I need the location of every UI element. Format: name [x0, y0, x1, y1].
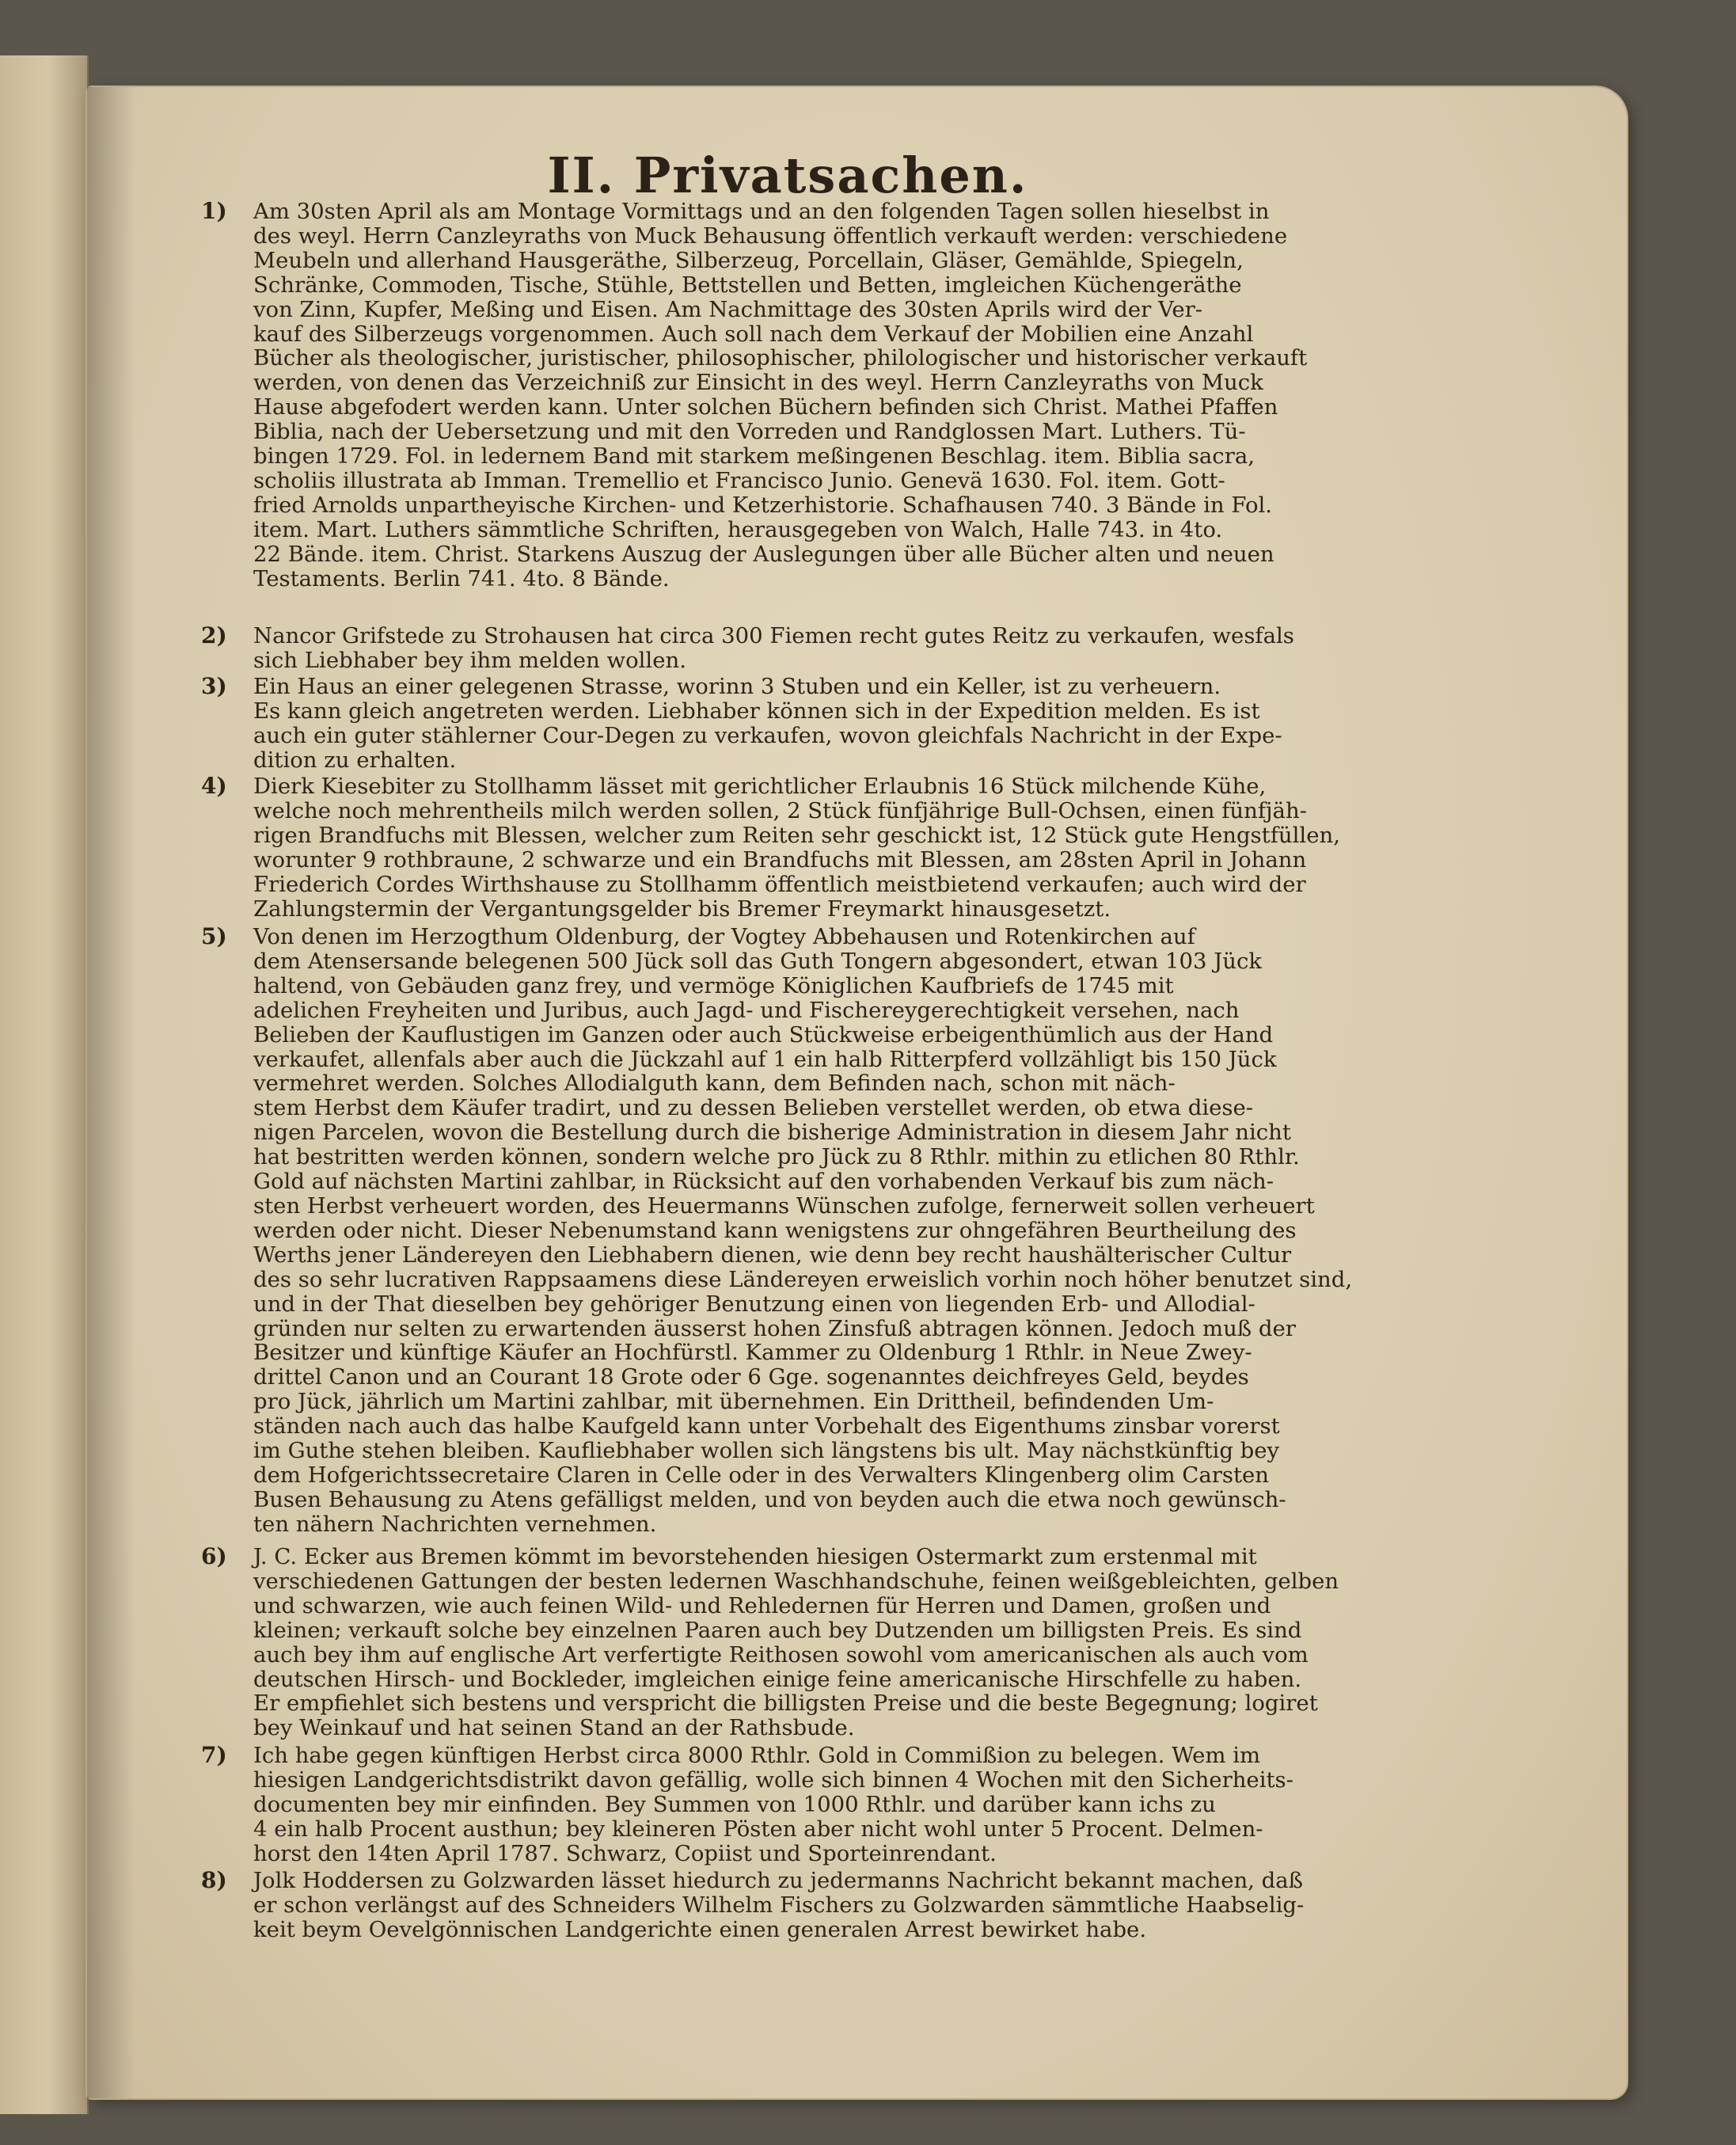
text-line: sich Liebhaber bey ihm melden wollen.: [253, 647, 686, 673]
text-line: 4 ein halb Procent austhun; bey kleineren Pösten aber nicht wohl unter 5 Procent. Delmen-: [253, 1816, 1263, 1842]
text-line: Busen Behausung zu Atens gefälligst melden, und von beyden auch die etwa noch gewünsch-: [253, 1486, 1286, 1512]
text-line: des weyl. Herrn Canzleyraths von Muck Behausung öffentlich verkauft werden: verschiedene: [253, 222, 1288, 249]
text-line: Gold auf nächsten Martini zahlbar, in Rücksicht auf den vorhabenden Verkauf bis zum näch-: [253, 1169, 1274, 1195]
text-line: hiesigen Landgerichtsdistrikt davon gefällig, wolle sich binnen 4 Wochen mit den Sicherheits-: [253, 1767, 1293, 1793]
text-line: dem Atensersande belegenen 500 Jück soll das Guth Tongern abgesondert, etwan 103 Jück: [253, 948, 1263, 974]
text-line: werden oder nicht. Dieser Nebenumstand kann wenigstens zur ohngefähren Beurtheilung des: [253, 1217, 1297, 1243]
notice-number: 3): [201, 673, 227, 699]
notice-8: [201, 1867, 1393, 1942]
text-line: Hause abgefodert werden kann. Unter solchen Büchern befinden sich Christ. Mathei Pfaffen: [253, 394, 1278, 420]
text-line: auch bey ihm auf englische Art verfertigte Reithosen sowohl vom americanischen als auch vom: [253, 1641, 1309, 1668]
text-line: von Zinn, Kupfer, Meßing und Eisen. Am Nachmittage des 30sten Aprils wird der Ver-: [253, 296, 1203, 322]
text-line: nigen Parcelen, wovon die Bestellung durch die bisherige Administration in diesem Jahr nicht: [253, 1120, 1291, 1146]
text-line: welche noch mehrentheils milch werden sollen, 2 Stück fünfjährige Bull-Ochsen, einen fünfjäh-: [253, 797, 1307, 823]
notice-number: 6): [201, 1543, 227, 1569]
text-line: horst den 14ten April 1787. Schwarz, Copiist und Sporteinrendant.: [253, 1840, 997, 1866]
text-line: keit beym Oevelgönnischen Landgerichte einen generalen Arrest bewirket habe.: [253, 1916, 1147, 1942]
text-line: ten nähern Nachrichten vernehmen.: [253, 1511, 657, 1537]
text-line: ständen nach auch das halbe Kaufgeld kann unter Vorbehalt des Eigenthums zinsbar vorerst: [253, 1413, 1280, 1440]
notice-number: 7): [201, 1742, 227, 1768]
section-heading: II. Privatsachen.: [547, 146, 1028, 204]
notice-number: 8): [201, 1867, 227, 1893]
text-line: gründen nur selten zu erwartenden äusserst hohen Zinsfuß abtragen können. Jedoch muß der: [253, 1315, 1296, 1341]
text-line: J. C. Ecker aus Bremen kömmt im bevorstehenden hiesigen Ostermarkt zum erstenmal mit: [253, 1544, 1257, 1569]
notice-number: 2): [201, 622, 227, 648]
text-line: Besitzer und künftige Käufer an Hochfürstl. Kammer zu Oldenburg 1 Rthlr. in Neue Zwey-: [253, 1340, 1252, 1366]
notice-4: [201, 773, 1393, 922]
text-line: Dierk Kiesebiter zu Stollhamm lässet mit gerichtlicher Erlaubnis 16 Stück milchende Kühe,: [253, 774, 1267, 799]
text-line: 22 Bände. item. Christ. Starkens Auszug der Auslegungen über alle Bücher alten und neuen: [253, 541, 1274, 567]
notice-number: 4): [201, 773, 227, 799]
text-line: bey Weinkauf und hat seinen Stand an der Rathsbude.: [253, 1715, 855, 1741]
text-line: deutschen Hirsch- und Bockleder, imgleichen einige feine americanische Hirschfelle zu haben.: [253, 1666, 1302, 1692]
text-line: dition zu erhalten.: [253, 747, 457, 773]
text-line: Schränke, Commoden, Tische, Stühle, Bettstellen und Betten, imgleichen Küchengeräthe: [253, 272, 1242, 298]
text-line: hat bestritten werden können, sondern welche pro Jück zu 8 Rthlr. mithin zu etlichen 80 Rthlr.: [253, 1144, 1300, 1170]
text-line: Werths jener Ländereyen den Liebhabern dienen, wie denn bey recht haushälterischer Cultur: [253, 1242, 1292, 1268]
text-line: fried Arnolds unpartheyische Kirchen- und Ketzerhistorie. Schafhausen 740. 3 Bände in Fol.: [253, 492, 1273, 518]
text-line: und schwarzen, wie auch feinen Wild- und Rehledernen für Herren und Damen, großen und: [253, 1592, 1271, 1618]
text-line: adelichen Freyheiten und Juribus, auch Jagd- und Fischereygerechtigkeit versehen, nach: [253, 997, 1240, 1023]
text-line: werden, von denen das Verzeichniß zur Einsicht in des weyl. Herrn Canzleyraths von Muck: [253, 370, 1263, 396]
text-line: bingen 1729. Fol. in ledernem Band mit starkem meßingenen Beschlag. item. Biblia sacra,: [253, 443, 1255, 470]
text-line: item. Mart. Luthers sämmtliche Schriften, herausgegeben von Walch, Halle 743. in 4to.: [253, 516, 1223, 542]
text-line: haltend, von Gebäuden ganz frey, und vermöge Königlichen Kaufbriefs de 1745 mit: [253, 972, 1174, 998]
text-line: scholiis illustrata ab Imman. Tremellio et Francisco Junio. Genevä 1630. Fol. item. Gott-: [253, 467, 1225, 493]
text-line: Meubeln und allerhand Hausgeräthe, Silberzeug, Porcellain, Gläser, Gemählde, Spiegeln,: [253, 247, 1244, 273]
text-line: kleinen; verkauft solche bey einzelnen Paaren auch bey Dutzenden um billigsten Preis. Es sind: [253, 1617, 1302, 1643]
text-line: Biblia, nach der Uebersetzung und mit den Vorreden und Randglossen Mart. Luthers. Tü-: [253, 419, 1246, 445]
text-line: Ein Haus an einer gelegenen Strasse, worinn 3 Stuben und ein Keller, ist zu verheuern.: [253, 674, 1221, 699]
text-line: Nancor Grifstede zu Strohausen hat circa 300 Fiemen recht gutes Reitz zu verkaufen, wesfals: [253, 623, 1294, 648]
text-line: Von denen im Herzogthum Oldenburg, der Vogtey Abbehausen und Rotenkirchen auf: [253, 924, 1195, 949]
text-line: Ich habe gegen künftigen Herbst circa 8000 Rthlr. Gold in Commißion zu belegen. Wem im: [253, 1743, 1261, 1768]
text-line: rigen Brandfuchs mit Blessen, welcher zum Reiten sehr geschickt ist, 12 Stück gute Hengstfüllen,: [253, 822, 1340, 848]
text-line: documenten bey mir einfinden. Bey Summen von 1000 Rthlr. und darüber kann ichs zu: [253, 1791, 1216, 1817]
text-line: Friederich Cordes Wirthshause zu Stollhamm öffentlich meistbietend verkaufen; auch wird der: [253, 871, 1306, 897]
notice-1: [201, 198, 1393, 591]
text-line: Es kann gleich angetreten werden. Liebhaber können sich in der Expedition melden. Es ist: [253, 698, 1260, 724]
text-line: Er empfiehlet sich bestens und verspricht die billigsten Preise und die beste Begegnung; logiret: [253, 1691, 1318, 1717]
text-line: Am 30sten April als am Montage Vormittags und an den folgenden Tagen sollen hieselbst in: [253, 199, 1270, 224]
text-line: Bücher als theologischer, juristischer, philosophischer, philologischer und historischer verkauft: [253, 345, 1308, 371]
text-line: Belieben der Kauflustigen im Ganzen oder auch Stückweise erbeigenthümlich aus der Hand: [253, 1021, 1274, 1048]
notice-5: [201, 923, 1393, 1537]
text-line: Testaments. Berlin 741. 4to. 8 Bände.: [253, 565, 670, 591]
text-line: Jolk Hoddersen zu Golzwarden lässet hiedurch zu jedermanns Nachricht bekannt machen, daß: [253, 1868, 1304, 1893]
notice-7: [201, 1742, 1393, 1866]
notice-3: [201, 673, 1393, 773]
text-line: auch ein guter stählerner Cour-Degen zu verkaufen, wovon gleichfals Nachricht in der Expe-: [253, 722, 1282, 748]
text-line: sten Herbst verheuert worden, des Heuermanns Wünschen zufolge, fernerweit sollen verheuert: [253, 1192, 1315, 1219]
text-line: und in der That dieselben bey gehöriger Benutzung einen von liegenden Erb- und Allodial-: [253, 1291, 1255, 1317]
text-line: verkaufet, allenfals aber auch die Jückzahl auf 1 ein halb Ritterpferd vollzähligt bis 150 Jück: [253, 1046, 1277, 1072]
text-line: Zahlungstermin der Vergantungsgelder bis Bremer Freymarkt hinausgesetzt.: [253, 896, 1111, 922]
text-line: pro Jück, jährlich um Martini zahlbar, mit übernehmen. Ein Drittheil, befindenden Um-: [253, 1389, 1214, 1415]
notice-number: 5): [201, 923, 227, 949]
notice-number: 1): [201, 198, 227, 224]
notice-2: [201, 622, 1393, 673]
text-line: drittel Canon und an Courant 18 Grote oder 6 Gge. sogenanntes deichfreyes Geld, beydes: [253, 1364, 1249, 1390]
text-line: worunter 9 rothbraune, 2 schwarze und ein Brandfuchs mit Blessen, am 28sten April in Johann: [253, 846, 1307, 873]
text-line: stem Herbst dem Käufer tradirt, und zu dessen Belieben verstellet werden, ob etwa diese-: [253, 1095, 1254, 1121]
text-line: im Guthe stehen bleiben. Kaufliebhaber wollen sich längstens bis ult. May nächstkünftig bey: [253, 1438, 1280, 1464]
text-line: kauf des Silberzeugs vorgenommen. Auch soll nach dem Verkauf der Mobilien eine Anzahl: [253, 321, 1254, 347]
text-line: dem Hofgerichtssecretaire Claren in Celle oder in des Verwalters Klingenberg olim Carsten: [253, 1462, 1270, 1488]
text-line: des so sehr lucrativen Rappsaamens diese Ländereyen erweislich vorhin noch höher benutzet sind,: [253, 1266, 1353, 1292]
notice-6: [201, 1543, 1393, 1741]
text-line: er schon verlängst auf des Schneiders Wilhelm Fischers zu Golzwarden sämmtliche Haabselig-: [253, 1892, 1305, 1918]
text-line: vermehret werden. Solches Allodialguth kann, dem Befinden nach, schon mit näch-: [253, 1071, 1176, 1097]
text-line: verschiedenen Gattungen der besten ledernen Waschhandschuhe, feinen weißgebleichten, gelben: [253, 1568, 1339, 1594]
